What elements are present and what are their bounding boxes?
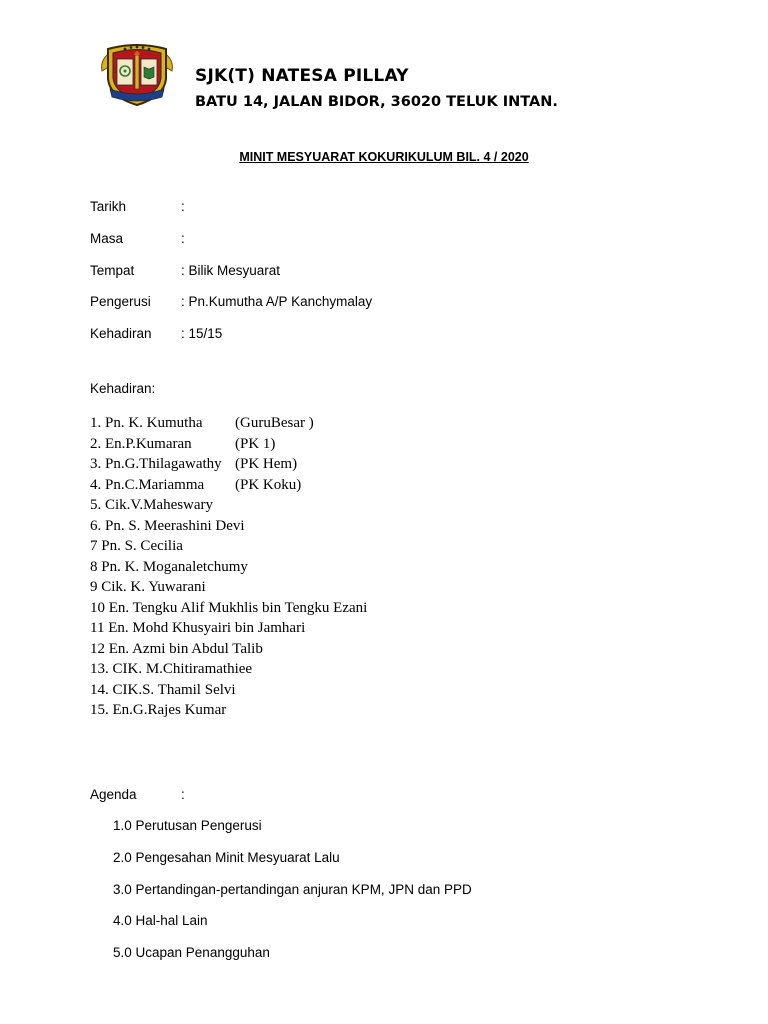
attendee-name: 11 En. Mohd Khusyairi bin Jamhari <box>90 620 306 636</box>
list-item <box>90 536 367 557</box>
attendee-name: 12 En. Azmi bin Abdul Talib <box>90 640 263 657</box>
document-title: MINIT MESYUARAT KOKURIKULUM BIL. 4 / 2020 <box>239 150 529 164</box>
attendee-name: 4. Pn.C.Mariamma <box>90 476 205 493</box>
detail-value: : <box>181 199 185 214</box>
attendee-name: 8 Pn. K. Moganaletchumy <box>90 558 248 575</box>
agenda-item: 5.0 Ucapan Penangguhan <box>113 945 270 961</box>
attendee-name: 5. Cik.V.Maheswary <box>90 497 214 513</box>
detail-value: : <box>181 231 185 246</box>
attendee-name: 9 Cik. K. Yuwarani <box>90 579 206 595</box>
list-item <box>90 557 367 578</box>
attendance-heading: Kehadiran: <box>90 381 156 396</box>
agenda-label: Agenda <box>90 787 137 802</box>
attendee-role: (PK Hem) <box>235 456 298 472</box>
attendee-name: 1. Pn. K. Kumutha <box>90 415 203 431</box>
list-item <box>90 495 367 516</box>
list-item <box>90 618 367 639</box>
school-address: BATU 14, JALAN BIDOR, 36020 TELUK INTAN. <box>195 94 558 110</box>
agenda-list <box>113 818 472 977</box>
detail-label: Tarikh <box>90 199 127 214</box>
detail-label: Tempat <box>90 263 135 278</box>
school-name: SJK(T) NATESA PILLAY <box>195 66 409 86</box>
detail-label: Pengerusi <box>90 294 151 309</box>
detail-value: : Bilik Mesyuarat <box>181 263 281 278</box>
list-item <box>90 680 367 701</box>
attendee-name: 7 Pn. S. Cecilia <box>90 538 183 554</box>
attendee-name: 3. Pn.G.Thilagawathy <box>90 456 222 472</box>
school-crest-logo <box>98 41 176 107</box>
agenda-item: 2.0 Pengesahan Minit Mesyuarat Lalu <box>113 849 340 865</box>
attendee-name: 14. CIK.S. Thamil Selvi <box>90 681 236 698</box>
agenda-item: 1.0 Perutusan Pengerusi <box>113 818 262 833</box>
attendee-name: 15. En.G.Rajes Kumar <box>90 702 227 718</box>
list-item <box>90 639 367 660</box>
agenda-item: 3.0 Pertandingan-pertandingan anjuran KPM, JPN dan PPD <box>113 881 472 897</box>
attendee-role: (PK 1) <box>235 435 276 452</box>
agenda-colon: : <box>181 787 185 802</box>
list-item <box>90 434 367 455</box>
detail-value: : Pn.Kumutha A/P Kanchymalay <box>181 294 373 309</box>
list-item <box>90 577 367 598</box>
list-item <box>90 454 367 475</box>
attendee-list <box>90 413 367 721</box>
detail-label: Kehadiran <box>90 326 152 341</box>
agenda-item: 4.0 Hal-hal Lain <box>113 913 208 929</box>
attendee-name: 10 En. Tengku Alif Mukhlis bin Tengku Ezani <box>90 599 368 616</box>
list-item <box>90 700 367 721</box>
detail-value: : 15/15 <box>181 326 223 341</box>
list-item <box>90 659 367 680</box>
attendee-role: (PK Koku) <box>235 476 302 493</box>
list-item <box>90 516 367 537</box>
attendee-name: 6. Pn. S. Meerashini Devi <box>90 517 245 534</box>
list-item <box>90 475 367 496</box>
list-item <box>90 413 367 434</box>
attendee-name: 2. En.P.Kumaran <box>90 435 192 452</box>
attendee-name: 13. CIK. M.Chitiramathiee <box>90 661 253 677</box>
attendee-role: (GuruBesar ) <box>235 415 314 431</box>
detail-label: Masa <box>90 231 124 246</box>
list-item <box>90 598 367 619</box>
